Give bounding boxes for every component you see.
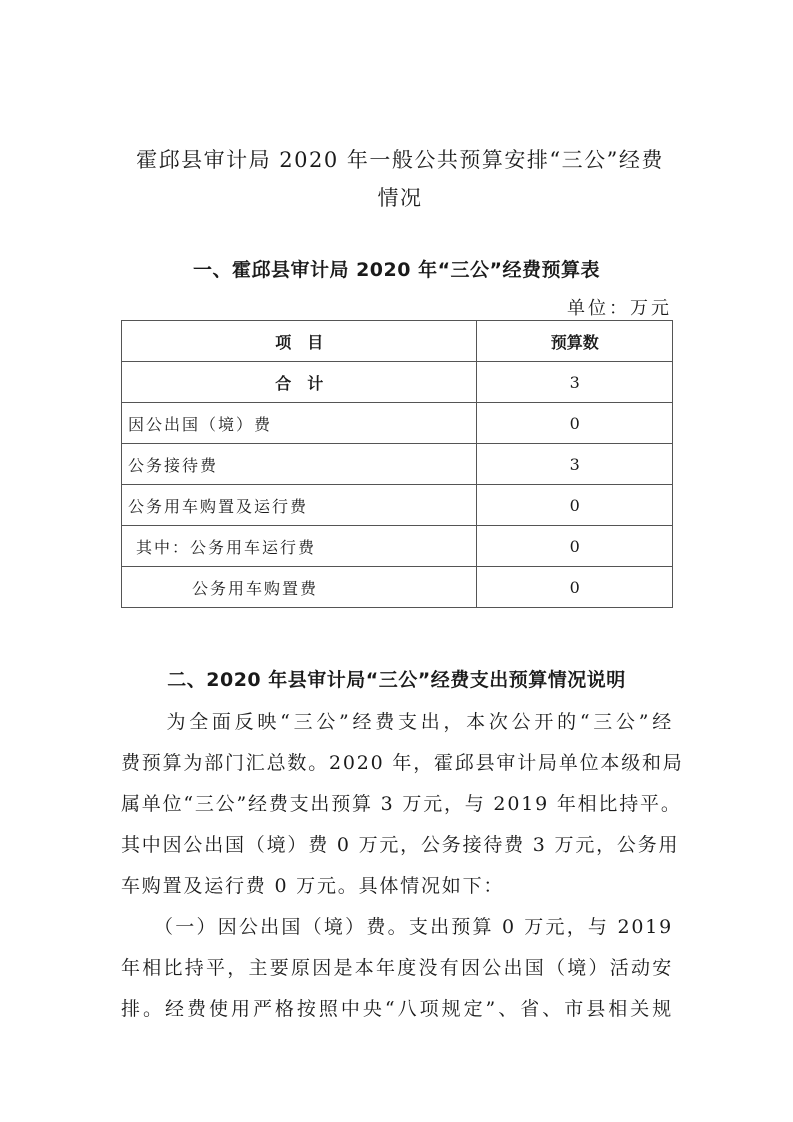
table-row	[122, 567, 673, 608]
table-header-row	[122, 321, 673, 362]
table-row	[122, 485, 673, 526]
budget-table	[121, 320, 673, 608]
section1-heading: 一、霍邱县审计局 2020 年“三公”经费预算表	[192, 259, 601, 281]
document-title-line1: 霍邱县审计局 2020 年一般公共预算安排“三公”经费	[136, 148, 664, 172]
paragraph-line: 其中因公出国（境）费 0 万元，公务接待费 3 万元，公务用	[121, 834, 680, 856]
section2-heading: 二、2020 年县审计局“三公”经费支出预算情况说明	[167, 669, 626, 691]
row-item: 合 计	[122, 362, 477, 403]
paragraph-line: 年相比持平，主要原因是本年度没有因公出国（境）活动安	[121, 957, 673, 979]
paragraph-1	[121, 702, 684, 907]
paragraph-2	[121, 907, 673, 1030]
table-row	[122, 403, 673, 444]
row-item: 公务接待费	[122, 444, 477, 485]
paragraph-line: 属单位“三公”经费支出预算 3 万元，与 2019 年相比持平。	[121, 793, 682, 815]
paragraph-line: 排。经费使用严格按照中央“八项规定”、省、市县相关规	[121, 998, 673, 1020]
row-item: 因公出国（境）费	[122, 403, 477, 444]
table-row	[122, 444, 673, 485]
row-value: 0	[477, 567, 673, 608]
row-item: 公务用车购置及运行费	[122, 485, 477, 526]
row-value: 0	[477, 485, 673, 526]
row-value: 3	[477, 362, 673, 403]
row-value: 3	[477, 444, 673, 485]
unit-label: 单位：万元	[567, 298, 672, 319]
paragraph-line: （一）因公出国（境）费。支出预算 0 万元，与 2019	[121, 916, 673, 938]
row-item: 公务用车购置费	[122, 567, 477, 608]
row-value: 0	[477, 526, 673, 567]
paragraph-line: 车购置及运行费 0 万元。具体情况如下：	[121, 875, 505, 897]
paragraph-line: 为全面反映“三公”经费支出，本次公开的“三公”经	[121, 711, 673, 733]
row-value: 0	[477, 403, 673, 444]
table-row	[122, 526, 673, 567]
paragraph-line: 费预算为部门汇总数。2020 年，霍邱县审计局单位本级和局	[121, 752, 684, 774]
row-item: 其中：公务用车运行费	[122, 526, 477, 567]
header-item: 项 目	[122, 321, 477, 362]
table-row	[122, 362, 673, 403]
document-title-line2: 情况	[377, 186, 423, 210]
header-budget: 预算数	[477, 321, 673, 362]
